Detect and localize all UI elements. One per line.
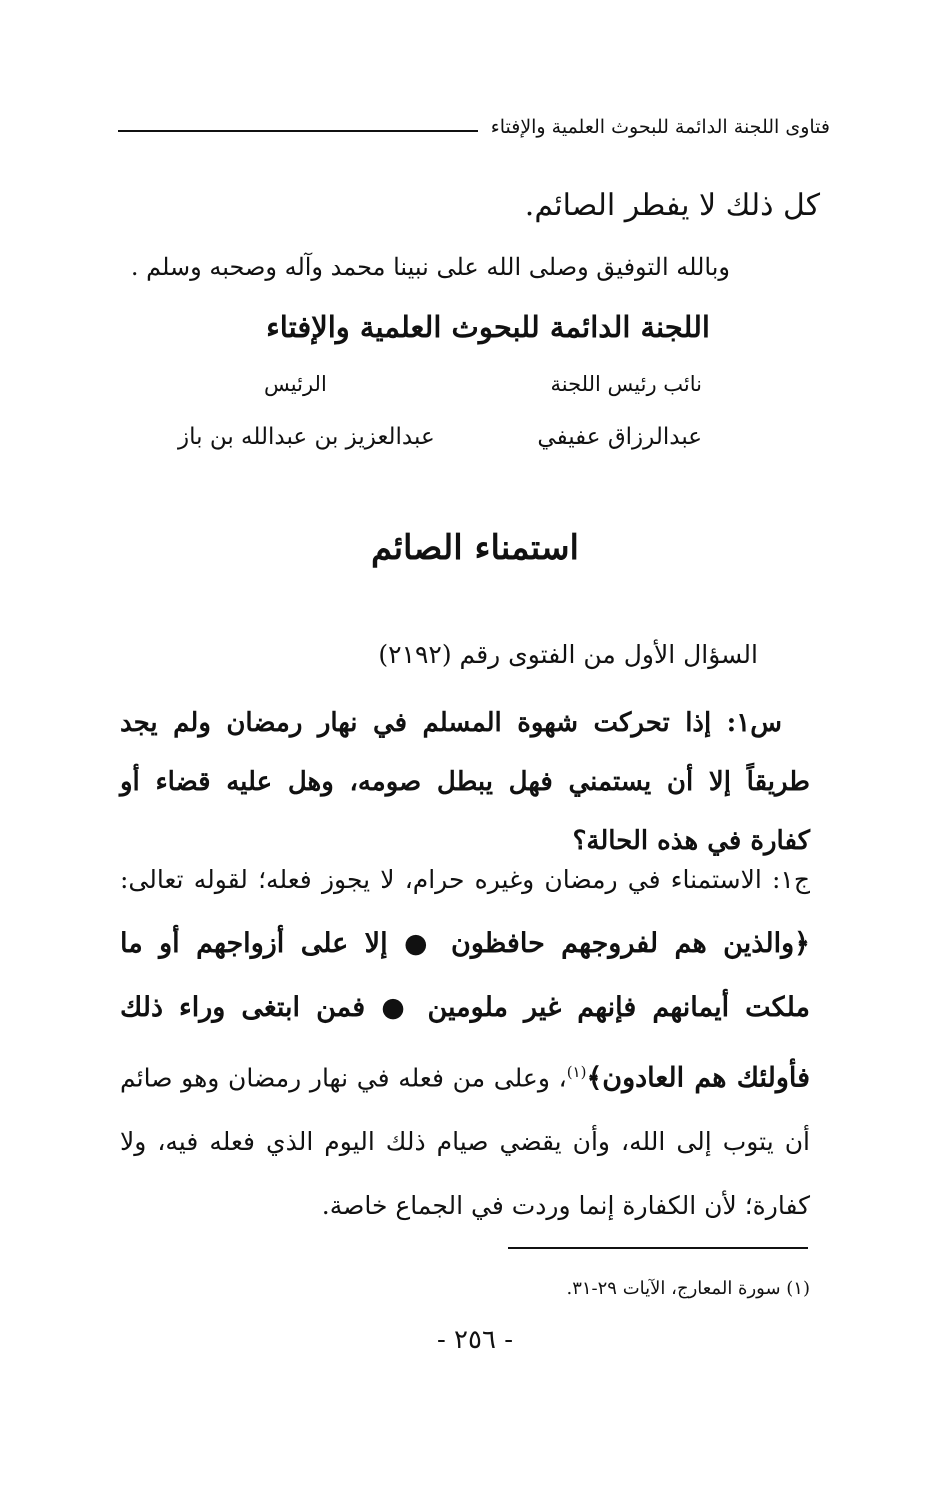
answer-text (120, 848, 810, 1238)
question-intro: السؤال الأول من الفتوى رقم (٢١٩٢) (378, 640, 758, 669)
answer-part-1: ج١: الاستمناء في رمضان وغيره حرام، لا يجوز فعله؛ لقوله تعالى: (120, 865, 810, 894)
question-text: س١: إذا تحركت شهوة المسلم في نهار رمضان ولم يجد طريقاً إلا أن يستمني فهل يبطل صومه، وهل عليه قضاء أو كفارة في هذه الحالة؟ (120, 708, 810, 856)
vice-chair-name: عبدالرزاق عفيفي (537, 424, 702, 450)
header-rule (118, 130, 478, 132)
opening-line-1: كل ذلك لا يفطر الصائم. (524, 188, 820, 223)
page-number: - ٢٥٦ - (436, 1325, 514, 1355)
quran-verse: ﴿والذين هم لفروجهم حافظون ● إلا على أزواجهم أو ما ملكت أيمانهم فإنهم غير ملومين ● فمن ابتغى وراء ذلك فأولئك هم العادون﴾ (120, 928, 810, 1094)
footnote-rule (508, 1247, 808, 1249)
running-header: فتاوى اللجنة الدائمة للبحوث العلمية والإفتاء (490, 116, 830, 138)
section-title: استمناء الصائم (370, 528, 580, 568)
chair-label: الرئيس (264, 372, 327, 396)
chair-name: عبدالعزيز بن عبدالله بن باز (178, 424, 435, 450)
footnote: (١) سورة المعارج، الآيات ٢٩-٣١. (566, 1278, 810, 1299)
answer-part-2: ، وعلى من فعله في نهار رمضان وهو صائم أن يتوب إلى الله، وأن يقضي صيام ذلك اليوم الذي فعله فيه، ولا كفارة؛ لأن الكفارة إنما وردت في الجماع خاصة. (120, 1063, 810, 1221)
vice-chair-label: نائب رئيس اللجنة (550, 372, 702, 396)
opening-line-2: وبالله التوفيق وصلى الله على نبينا محمد وآله وصحبه وسلم . (130, 253, 730, 281)
committee-name: اللجنة الدائمة للبحوث العلمية والإفتاء (266, 310, 710, 344)
footnote-reference: (١) (566, 1063, 587, 1081)
